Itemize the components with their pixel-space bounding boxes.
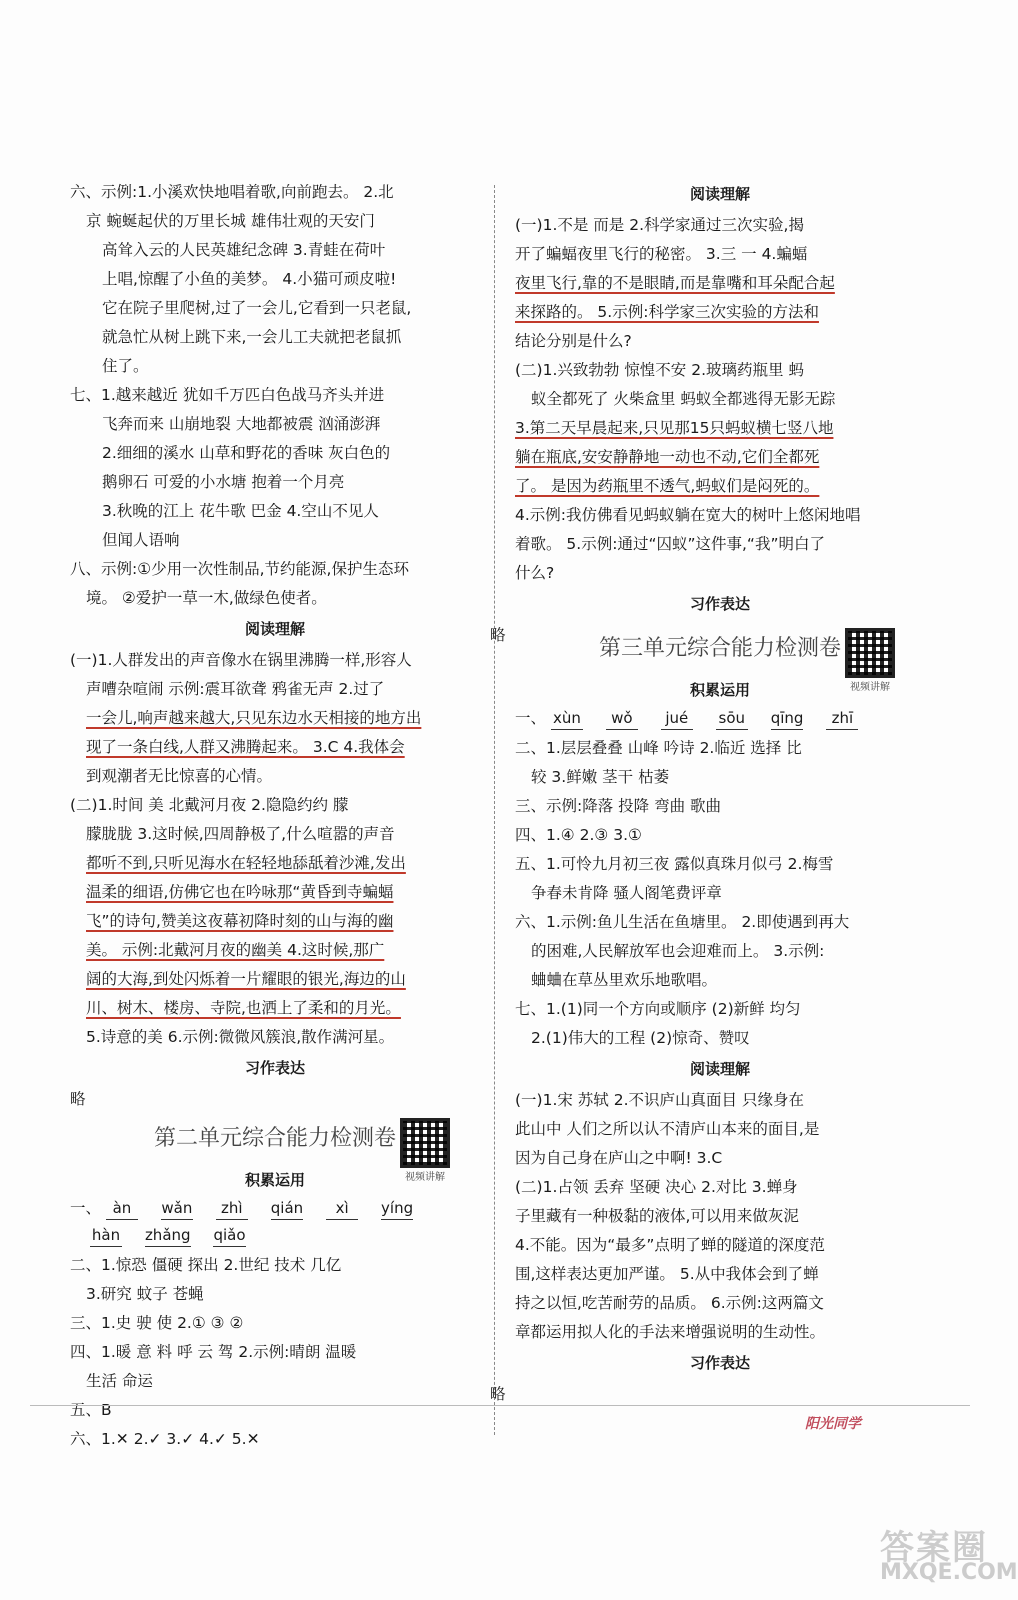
section-heading: 习作表达 — [689, 1354, 750, 1372]
text-line: 上唱,惊醒了小鱼的美梦。 4.小猫可顽皮啦! — [102, 270, 397, 288]
underlined-line: 美。 示例:北戴河月夜的幽美 4.这时候,那广 — [86, 941, 385, 959]
reading-part-2 — [515, 356, 925, 588]
text-line: 境。 ②爱护一草一木,做绿色使者。 — [86, 589, 327, 607]
text-line: 八、示例:①少用一次性制品,节约能源,保护生态环 — [70, 560, 409, 578]
section-6 — [70, 178, 480, 381]
pinyin-box: qiǎo — [213, 1224, 245, 1247]
text-line: 蚁全都死了 火柴盒里 蚂蚁全都逃得无影无踪 — [531, 390, 836, 408]
text-line: 飞奔而来 山崩地裂 大地都被震 汹涌澎湃 — [102, 415, 381, 433]
unit2-answers — [70, 1251, 480, 1454]
pinyin-box: wǎn — [161, 1197, 193, 1220]
section-8 — [70, 555, 480, 613]
text-line: 什么? — [515, 564, 555, 582]
underlined-line: 3.第二天早晨起来,只见那15只蚂蚁横七竖八地 — [515, 419, 834, 437]
column-divider — [494, 185, 495, 1435]
underlined-line: 现了一条白线,人群又沸腾起来。 3.C 4.我体会 — [86, 738, 405, 756]
pinyin-box: zhì — [216, 1197, 248, 1220]
text-line: 蛐蛐在草丛里欢乐地歌唱。 — [531, 971, 718, 989]
underlined-line: 温柔的细语,仿佛它也在吟咏那“黄昏到寺蝙蝠 — [86, 883, 394, 901]
text-line: 七、1.越来越近 犹如千万匹白色战马齐头并进 — [70, 386, 385, 404]
text-line: 二、1.层层叠叠 山峰 吟诗 2.临近 选择 比 — [515, 739, 802, 757]
section-heading: 阅读理解 — [244, 620, 305, 638]
writing-answer: 略 — [490, 626, 506, 644]
pinyin-box: qīng — [771, 707, 804, 730]
text-line: 争春未肯降 骚人阁笔费评章 — [531, 884, 722, 902]
writing-answer: 略 — [70, 1090, 86, 1108]
reading-part-3 — [515, 1086, 925, 1347]
text-line: 因为自己身在庐山之中啊! 3.C — [515, 1149, 723, 1167]
text-line: 着歌。 5.示例:通过“囚蚁”这件事,“我”明白了 — [515, 535, 825, 553]
section-heading: 习作表达 — [689, 595, 750, 613]
text-line: 三、示例:降落 投降 弯曲 歌曲 — [515, 797, 722, 815]
text-line: 四、1.暖 意 料 呼 云 驾 2.示例:晴朗 温暖 — [70, 1343, 357, 1361]
text-line: 4.示例:我仿佛看见蚂蚁躺在宽大的树叶上悠闲地唱 — [515, 506, 861, 524]
underlined-line: 来探路的。 5.示例:科学家三次实验的方法和 — [515, 303, 819, 321]
text-line: 的困难,人民解放军也会迎难而上。 3.示例: — [531, 942, 825, 960]
text-line: 六、1.✕ 2.✓ 3.✓ 4.✓ 5.✕ — [70, 1430, 260, 1448]
pinyin-box: yíng — [381, 1197, 413, 1220]
text-line: 高耸入云的人民英雄纪念碑 3.青蛙在荷叶 — [102, 241, 386, 259]
pinyin-box: àn — [106, 1197, 138, 1220]
underlined-line: 了。 是因为药瓶里不透气,蚂蚁们是闷死的。 — [515, 477, 820, 495]
text-line: (一)1.人群发出的声音像水在锅里沸腾一样,形容人 — [70, 651, 412, 669]
qr-code-icon[interactable] — [845, 628, 895, 678]
left-column — [70, 178, 480, 1454]
watermark-url: MXQE.COM — [880, 1560, 1018, 1585]
pinyin-box: xì — [326, 1197, 358, 1220]
text-line: 七、1.(1)同一个方向或顺序 (2)新鲜 均匀 — [515, 1000, 801, 1018]
pinyin-box: xùn — [551, 707, 583, 730]
footer-divider — [30, 1405, 970, 1406]
text-line: 5.诗意的美 6.示例:微微风簇浪,散作满河星。 — [86, 1028, 395, 1046]
text-line: (一)1.宋 苏轼 2.不识庐山真面目 只缘身在 — [515, 1091, 804, 1109]
text-line: 六、示例:1.小溪欢快地唱着歌,向前跑去。 2.北 — [70, 183, 394, 201]
text-line: 此山中 人们之所以认不清庐山本来的面目,是 — [515, 1120, 820, 1138]
section-heading: 阅读理解 — [689, 1060, 750, 1078]
section-heading: 积累运用 — [244, 1171, 305, 1189]
reading-part-1 — [70, 646, 480, 791]
text-line: 它在院子里爬树,过了一会儿,它看到一只老鼠, — [102, 299, 412, 317]
text-line: (二)1.时间 美 北戴河月夜 2.隐隐约约 朦 — [70, 796, 349, 814]
reading-part-1 — [515, 211, 925, 356]
pinyin-row — [515, 707, 925, 730]
reading-part-2 — [70, 791, 480, 1052]
text-line: 2.(1)伟大的工程 (2)惊奇、赞叹 — [531, 1029, 750, 1047]
pinyin-row — [70, 1197, 480, 1220]
text-line: 较 3.鲜嫩 茎干 枯萎 — [531, 768, 670, 786]
pinyin-box: zhǎng — [145, 1224, 191, 1247]
text-line: 但闻人语响 — [102, 531, 180, 549]
text-line: 3.研究 蚊子 苍蝇 — [86, 1285, 204, 1303]
section-heading: 积累运用 — [689, 681, 750, 699]
text-line: 持之以恒,吃苦耐劳的品质。 6.示例:这两篇文 — [515, 1294, 824, 1312]
underlined-line: 躺在瓶底,安安静静地一动也不动,它们全都死 — [515, 448, 820, 466]
pinyin-box: hàn — [90, 1224, 122, 1247]
right-column — [490, 178, 925, 1409]
item-number: 一、 — [515, 709, 547, 727]
text-line: 子里藏有一种极黏的液体,可以用来做灰泥 — [515, 1207, 799, 1225]
pinyin-box: wǒ — [606, 707, 638, 730]
section-7 — [70, 381, 480, 555]
text-line: 京 蜿蜒起伏的万里长城 雄伟壮观的天安门 — [86, 212, 375, 230]
section-heading: 阅读理解 — [689, 185, 750, 203]
section-heading: 习作表达 — [244, 1059, 305, 1077]
text-line: 五、1.可怜九月初三夜 露似真珠月似弓 2.梅雪 — [515, 855, 834, 873]
item-number: 一、 — [70, 1199, 102, 1217]
pinyin-box: sōu — [716, 707, 748, 730]
text-line: 朦胧胧 3.这时候,四周静极了,什么喧嚣的声音 — [86, 825, 395, 843]
text-line: 二、1.惊恐 僵硬 探出 2.世纪 技术 几亿 — [70, 1256, 342, 1274]
watermark-logo: 答案圈 — [880, 1528, 988, 1568]
text-line: 鹅卵石 可爱的小水塘 抱着一个月亮 — [102, 473, 345, 491]
text-line: 到观潮者无比惊喜的心情。 — [86, 767, 273, 785]
text-line: (一)1.不是 而是 2.科学家通过三次实验,揭 — [515, 216, 804, 234]
underlined-line: 夜里飞行,靠的不是眼睛,而是靠嘴和耳朵配合起 — [515, 274, 835, 292]
pinyin-box: qián — [271, 1197, 303, 1220]
text-line: 声嘈杂喧闹 示例:震耳欲聋 鸦雀无声 2.过了 — [86, 680, 385, 698]
text-line: 3.秋晚的江上 花牛歌 巴金 4.空山不见人 — [102, 502, 379, 520]
text-line: (二)1.占领 丢弃 坚硬 决心 2.对比 3.蝉身 — [515, 1178, 798, 1196]
text-line: 四、1.④ 2.③ 3.① — [515, 826, 642, 844]
text-line: (二)1.兴致勃勃 惊惶不安 2.玻璃药瓶里 蚂 — [515, 361, 804, 379]
pinyin-box: jué — [661, 707, 693, 730]
underlined-line: 都听不到,只听见海水在轻轻地舔舐着沙滩,发出 — [86, 854, 406, 872]
underlined-line: 川、树木、楼房、寺院,也洒上了柔和的月光。 — [86, 999, 401, 1017]
text-line: 开了蝙蝠夜里飞行的秘密。 3.三 一 4.蝙蝠 — [515, 245, 808, 263]
brand-logo: 阳光同学 — [805, 1416, 861, 1432]
unit-title-text: 第二单元综合能力检测卷 — [153, 1126, 396, 1151]
text-line: 三、1.史 驶 使 2.① ③ ② — [70, 1314, 244, 1332]
text-line: 五、B — [70, 1401, 112, 1419]
text-line: 六、1.示例:鱼儿生活在鱼塘里。 2.即使遇到再大 — [515, 913, 850, 931]
pinyin-box: zhī — [826, 707, 858, 730]
underlined-line: 飞”的诗句,赞美这夜幕初降时刻的山与海的幽 — [86, 912, 394, 930]
pinyin-row — [70, 1224, 480, 1247]
qr-code-icon[interactable] — [400, 1118, 450, 1168]
qr-label: 视频讲解 — [850, 682, 890, 693]
text-line: 章都运用拟人化的手法来增强说明的生动性。 — [515, 1323, 826, 1341]
unit-title-text: 第三单元综合能力检测卷 — [598, 636, 841, 661]
text-line: 生活 命运 — [86, 1372, 153, 1390]
writing-answer: 略 — [490, 1385, 506, 1403]
unit3-answers — [515, 734, 925, 1053]
qr-label: 视频讲解 — [405, 1172, 445, 1183]
underlined-line: 阔的大海,到处闪烁着一片耀眼的银光,海边的山 — [86, 970, 406, 988]
text-line: 结论分别是什么? — [515, 332, 632, 350]
text-line: 就急忙从树上跳下来,一会儿工夫就把老鼠抓 — [102, 328, 402, 346]
text-line: 住了。 — [102, 357, 149, 375]
underlined-line: 一会儿,响声越来越大,只见东边水天相接的地方出 — [86, 709, 422, 727]
text-line: 围,这样表达更加严谨。 5.从中我体会到了蝉 — [515, 1265, 819, 1283]
text-line: 2.细细的溪水 山草和野花的香味 灰白色的 — [102, 444, 391, 462]
text-line: 4.不能。因为“最多”点明了蝉的隧道的深度范 — [515, 1236, 825, 1254]
